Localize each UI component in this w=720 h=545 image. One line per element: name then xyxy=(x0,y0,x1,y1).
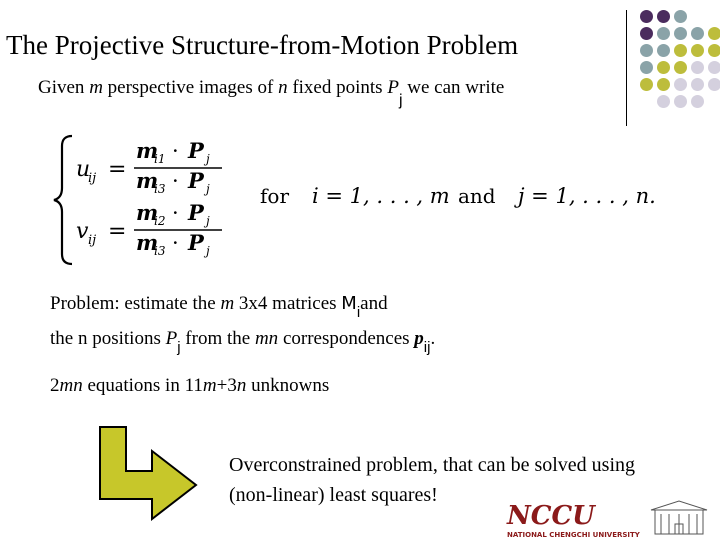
problem-line-2: the n positions $P_j$ from the mn correspondences $p_{ij}$. xyxy=(50,328,436,356)
svg-text:P: P xyxy=(188,230,204,255)
svg-text:i3: i3 xyxy=(154,182,166,196)
svg-text:NATIONAL CHENGCHI UNIVERSITY: NATIONAL CHENGCHI UNIVERSITY xyxy=(507,531,640,539)
svg-text:j = 1, . . . , n.: j = 1, . . . , n. xyxy=(518,184,656,208)
svg-text:=: = xyxy=(108,219,127,244)
svg-text:P: P xyxy=(188,168,204,193)
nccu-logo xyxy=(505,500,720,540)
u-symbol: u xyxy=(76,157,91,182)
svg-text:and: and xyxy=(458,184,496,208)
svg-text:i = 1, . . . , m: i = 1, . . . , m xyxy=(312,184,450,208)
svg-text:ij: ij xyxy=(88,171,97,186)
svg-text:·: · xyxy=(172,231,179,255)
svg-text:=: = xyxy=(108,157,127,182)
svg-text:m: m xyxy=(136,200,159,225)
svg-text:m: m xyxy=(136,168,159,193)
bent-arrow-icon xyxy=(98,425,198,521)
problem-statement xyxy=(50,287,435,357)
svg-text:·: · xyxy=(172,139,179,163)
svg-text:i2: i2 xyxy=(154,214,166,228)
svg-text:ij: ij xyxy=(88,233,97,248)
svg-text:P: P xyxy=(188,138,204,163)
svg-text:P: P xyxy=(188,200,204,225)
decorative-dot-grid xyxy=(640,10,720,115)
svg-text:i1: i1 xyxy=(154,152,166,166)
svg-text:NCCU: NCCU xyxy=(507,501,595,531)
svg-text:·: · xyxy=(172,169,179,193)
svg-text:j: j xyxy=(206,182,210,196)
svg-text:·: · xyxy=(172,201,179,225)
svg-text:i3: i3 xyxy=(154,244,166,258)
title-divider xyxy=(626,10,627,126)
projection-equation xyxy=(50,130,670,270)
problem-line-1: Problem: estimate the m 3x4 matrices $M_iand$ xyxy=(50,293,388,321)
svg-text:for: for xyxy=(260,184,290,208)
svg-text:j: j xyxy=(206,152,210,166)
svg-text:j: j xyxy=(206,214,210,228)
svg-text:m: m xyxy=(136,138,159,163)
svg-text:m: m xyxy=(136,230,159,255)
intro-text: Given m perspective images of n fixed points $P_j$ we can write xyxy=(38,77,505,109)
equation-count: 2mn equations in 11m+3n unknowns xyxy=(50,375,330,396)
svg-text:j: j xyxy=(206,244,210,258)
slide-title: The Projective Structure-from-Motion Problem xyxy=(6,30,519,60)
v-symbol: v xyxy=(76,219,89,244)
conclusion-text: Overconstrained problem, that can be solved using (non-linear) least squares! xyxy=(229,454,635,506)
